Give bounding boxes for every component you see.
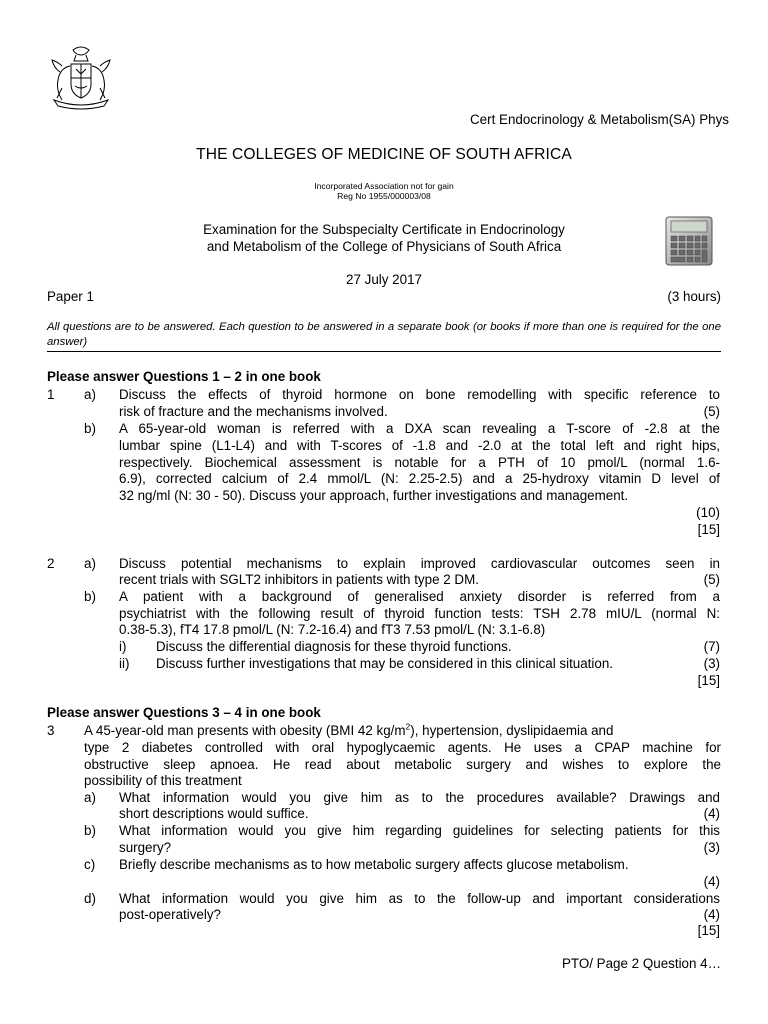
q3d-marks: (4) [703,907,720,922]
q2b-text-1: A patient with a background of generalised anxiety disorder is referred from a [119,589,720,604]
q2b-i-label: i) [119,639,127,654]
q3-intro-pre [84,722,613,739]
incorporated-note: Incorporated Association not for gain [314,181,454,191]
q2a-text-2: recent trials with SGLT2 inhibitors in patients with type 2 DM. [119,572,479,587]
q3c-marks: (4) [703,874,720,889]
q2a-text-1: Discuss potential mechanisms to explain improved cardiovascular outcomes seen in [119,556,720,571]
q2b-ii-marks: (3) [703,656,720,671]
q3a-line-1 [0,789,768,806]
section-1-heading: Please answer Questions 1 – 2 in one book [47,369,321,384]
q2b-line-3 [0,621,768,638]
q3-intro-pre-text: A 45-year-old man presents with obesity (BMI 42 kg/m [84,723,406,738]
q1b-marks-line [0,504,768,521]
q1b-label: b) [84,421,96,436]
college-name: THE COLLEGES OF MEDICINE OF SOUTH AFRICA [196,146,572,163]
q3d-line-1 [0,890,768,907]
q1b-marks: (10) [696,505,720,520]
exam-title-line-2: and Metabolism of the College of Physicians of South Africa [206,239,562,254]
q1b-line-5 [0,487,768,504]
q1b-line-3 [0,454,768,471]
q1b-text-5: 32 ng/ml (N: 30 - 50). Discuss your approach, further investigations and management. [119,488,629,503]
paper-duration: (3 hours) [667,289,721,304]
q1a-text-1: Discuss the effects of thyroid hormone on bone remodelling with specific reference to [119,387,720,402]
registration-number: Reg No 1955/000003/08 [337,191,431,201]
q1a-marks: (5) [703,404,720,419]
q3-intro-text-2: type 2 diabetes controlled with oral hypoglycaemic agents. He uses a CPAP machine for [84,740,721,755]
q2b-text-3: 0.38-5.3), fT4 17.8 pmol/L (N: 7.2-16.4) and fT3 7.53 pmol/L (N: 3.1-6.8) [119,622,546,637]
q2b-text-2: psychiatrist with the following result of thyroid function tests: TSH 2.78 mIU/L (normal N: [119,606,720,621]
certificate-title: Cert Endocrinology & Metabolism(SA) Phys [470,112,729,127]
instructions: All questions are to be answered. Each question to be answered in a separate book (or books if more than one is required for the one answer) [47,321,721,348]
q3-intro-sup: 2 [405,721,411,732]
q1b-line-4 [0,470,768,487]
q2b-i-marks: (7) [703,639,720,654]
q2b-ii-line [0,655,768,672]
q3-intro-text-4: possibility of this treatment [84,773,242,788]
q2b-ii-text: Discuss further investigations that may be considered in this clinical situation. [156,656,613,671]
q3-intro-line-4 [0,772,768,789]
calculator-icon [664,215,714,267]
q3c-label: c) [84,857,96,872]
q1b-line-2 [0,437,768,454]
pto-note: PTO/ Page 2 Question 4… [561,956,721,971]
q1-total: [15] [697,522,720,537]
q3-intro-line-1 [0,722,768,739]
q3-total-line [0,922,768,939]
q3d-label: d) [84,891,96,906]
q3-intro-text-1 [84,722,721,739]
q2b-ii-label: ii) [119,656,130,671]
q3b-label: b) [84,823,96,838]
q2a-line-2 [0,571,768,588]
q3a-text-2: short descriptions would suffice. [119,806,309,821]
q2b-label: b) [84,589,96,604]
paper-number: Paper 1 [47,289,94,304]
q3d-text-2: post-operatively? [119,907,221,922]
q1b-line-1 [0,420,768,437]
coat-of-arms-crest [46,42,116,114]
q3b-line-2 [0,839,768,856]
q1a-label: a) [84,387,96,402]
q1-total-line [0,521,768,538]
q3b-text-1: What information would you give him regarding guidelines for selecting patients for this [119,823,720,838]
q1b-text-3: respectively. Biochemical assessment is notable for a PTH of 10 pmol/L (normal 1.6- [119,455,720,470]
q3-intro-line-3 [0,756,768,773]
q3a-line-2 [0,805,768,822]
q3-number: 3 [47,723,55,738]
q3-intro-line-2 [0,739,768,756]
q2a-line-1 [0,555,768,572]
q1b-text-1: A 65-year-old woman is referred with a DXA scan revealing a T-score of -2.8 at the [119,421,720,436]
q2b-line-1 [0,588,768,605]
exam-title [0,221,768,255]
q1b-text-4: 6.9), corrected calcium of 2.4 mmol/L (N: 2.25-2.5) and a 25-hydroxy vitamin D level of [119,471,720,486]
q3d-line-2 [0,906,768,923]
q3a-label: a) [84,790,96,805]
q2a-marks: (5) [703,572,720,587]
q2b-i-text: Discuss the differential diagnosis for these thyroid functions. [156,639,512,654]
exam-title-line-1: Examination for the Subspecialty Certificate in Endocrinology [203,222,565,237]
q1-number: 1 [47,387,55,402]
q3-total: [15] [697,923,720,938]
q3b-marks: (3) [703,840,720,855]
q2-total-line [0,672,768,689]
q3b-text-2: surgery? [119,840,172,855]
divider-line [47,351,721,352]
q3c-marks-line [0,873,768,890]
q1b-text-2: lumbar spine (L1-L4) and with T-scores of -1.8 and -2.0 at the total left and right hips, [119,438,720,453]
exam-date: 27 July 2017 [346,272,422,287]
q1a-text-2: risk of fracture and the mechanisms involved. [119,404,388,419]
q2b-line-2 [0,605,768,622]
q3b-line-1 [0,822,768,839]
q2-total: [15] [697,673,720,688]
q2a-label: a) [84,556,96,571]
q3-intro-text-3: obstructive sleep apnoea. He read about metabolic surgery and wishes to explore the [84,757,721,772]
q3c-line-1 [0,856,768,873]
q3-intro-post: ), hypertension, dyslipidaemia and [410,723,614,738]
section-2-heading: Please answer Questions 3 – 4 in one book [47,705,321,720]
q1a-line-1 [0,386,768,403]
q3c-text-1: Briefly describe mechanisms as to how metabolic surgery affects glucose metabolism. [119,857,629,872]
q3a-text-1: What information would you give him as to the procedures available? Drawings and [119,790,720,805]
q3d-text-1: What information would you give him as to the follow-up and important considerations [119,891,720,906]
q2b-i-line [0,638,768,655]
q1a-line-2 [0,403,768,420]
q3a-marks: (4) [703,806,720,821]
q2-number: 2 [47,556,55,571]
